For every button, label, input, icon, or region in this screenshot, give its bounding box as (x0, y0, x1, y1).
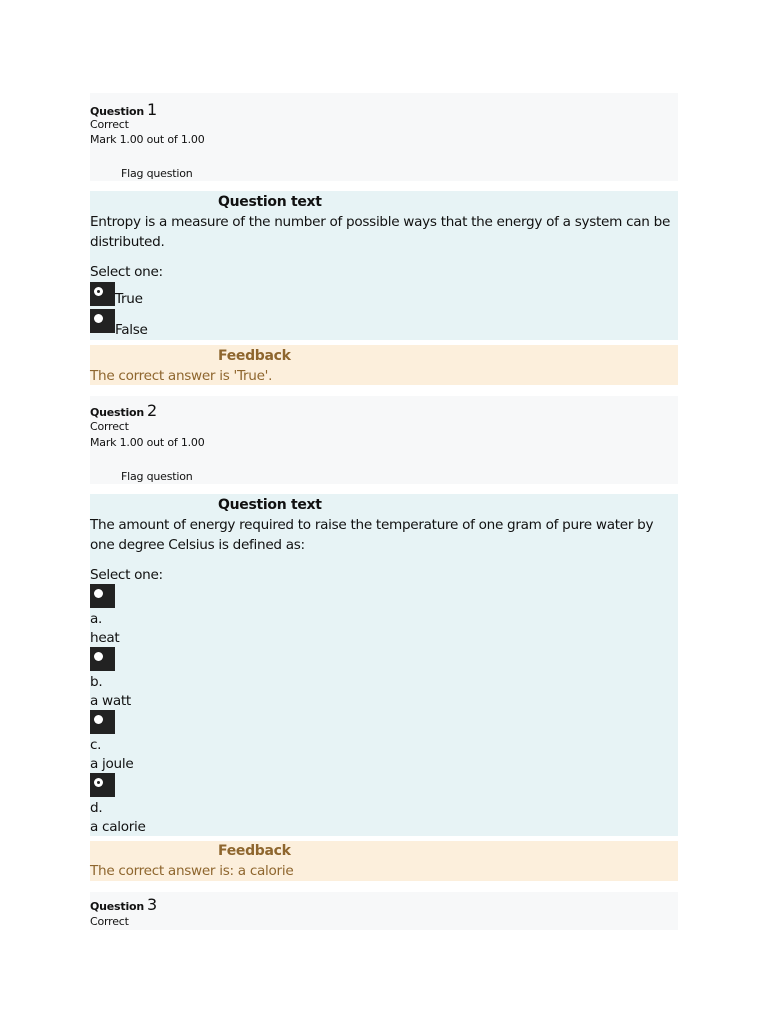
radio-checked-icon (94, 778, 103, 787)
question-2-option-a-label[interactable]: heat (90, 630, 120, 646)
question-1-option-false-radio[interactable] (90, 309, 115, 333)
radio-unchecked-icon (94, 652, 103, 661)
question-2-option-c-radio[interactable] (90, 710, 115, 734)
question-1-flag-link[interactable]: Flag question (121, 167, 193, 180)
question-2-feedback-heading: Feedback (218, 843, 291, 859)
question-2-text-heading: Question text (218, 497, 322, 513)
question-2-info (90, 396, 678, 484)
question-1-prompt: Select one: (90, 264, 163, 280)
question-1-number: 1 (147, 100, 157, 119)
question-2-option-c-label[interactable]: a joule (90, 756, 134, 772)
question-2-option-b-radio[interactable] (90, 647, 115, 671)
question-2-option-a-radio[interactable] (90, 584, 115, 608)
radio-unchecked-icon (94, 589, 103, 598)
question-2-label: Question (90, 406, 145, 419)
question-2-flag-link[interactable]: Flag question (121, 470, 193, 483)
question-1-option-false-label[interactable]: False (115, 322, 148, 338)
question-3-label: Question (90, 900, 145, 913)
question-2-option-b-label[interactable]: a watt (90, 693, 131, 709)
question-1-option-true-radio[interactable] (90, 282, 115, 306)
question-2-number: 2 (147, 401, 157, 420)
question-1-text-heading: Question text (218, 194, 322, 210)
question-2-option-b-letter: b. (90, 674, 103, 690)
question-1-state: Correct (90, 118, 129, 131)
question-1-feedback-heading: Feedback (218, 348, 291, 364)
question-2-option-c-letter: c. (90, 737, 102, 753)
question-2-option-a-letter: a. (90, 611, 103, 627)
radio-unchecked-icon (94, 715, 103, 724)
question-2-mark: Mark 1.00 out of 1.00 (90, 436, 205, 449)
question-2-formulation (90, 494, 678, 836)
question-2-prompt: Select one: (90, 567, 163, 583)
question-1-feedback (90, 345, 678, 385)
radio-unchecked-icon (94, 314, 103, 323)
question-1-label: Question (90, 105, 145, 118)
question-1-formulation (90, 191, 678, 340)
question-2-feedback (90, 841, 678, 881)
question-3-state: Correct (90, 915, 129, 928)
question-3-heading (90, 895, 157, 914)
question-2-option-d-radio[interactable] (90, 773, 115, 797)
question-1-feedback-text: The correct answer is 'True'. (90, 368, 273, 384)
question-1-mark: Mark 1.00 out of 1.00 (90, 133, 205, 146)
question-2-heading (90, 401, 157, 420)
question-2-state: Correct (90, 420, 129, 433)
question-3-number: 3 (147, 895, 157, 914)
question-2-option-d-label[interactable]: a calorie (90, 819, 146, 835)
question-1-text: Entropy is a measure of the number of possible ways that the energy of a system can be distributed. (90, 214, 671, 250)
question-3-info (90, 892, 678, 930)
radio-checked-icon (94, 287, 103, 296)
question-1-heading (90, 100, 157, 119)
question-2-text: The amount of energy required to raise the temperature of one gram of pure water by one degree Celsius is defined as: (90, 517, 654, 553)
question-1-info (90, 93, 678, 181)
question-2-option-d-letter: d. (90, 800, 103, 816)
question-1-option-true-label[interactable]: True (115, 291, 143, 307)
question-2-feedback-text: The correct answer is: a calorie (90, 863, 294, 879)
